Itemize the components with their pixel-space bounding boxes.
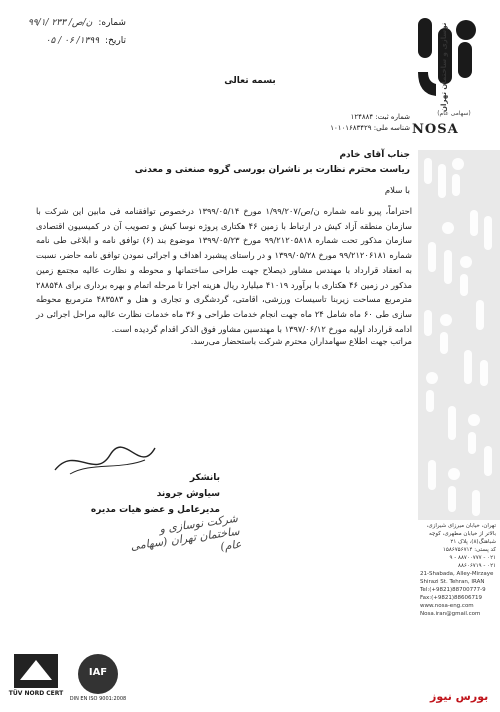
tel-en: Tel:(+9821)88700777-9 xyxy=(420,587,486,593)
letter-meta xyxy=(28,14,126,50)
fax-fa: ۰۲۱ - ۸۸۶۰۶۷۱۹ xyxy=(458,563,496,569)
greeting: با سلام xyxy=(384,186,410,196)
signature-thanks: بانشکر xyxy=(189,473,220,483)
signer-title: مدیرعامل و عضو هیات مدیره xyxy=(90,505,220,515)
addressee xyxy=(40,148,410,178)
company-stamp: شرکت نوسازی و ساختمان تهران (سهامی عام) xyxy=(129,511,243,554)
company-name: نوسازی و ساختمان تهران xyxy=(440,22,448,112)
signer-name: سیاوش جروند xyxy=(156,489,220,499)
tuv-icon xyxy=(6,650,66,708)
phone-fa: ۰۲۱ - ۸۸۷۰۰۷۷۷ - ۹ xyxy=(449,555,496,561)
iaf-label: IAF xyxy=(88,667,108,678)
signature-scribble-icon xyxy=(50,440,160,480)
letter-body xyxy=(36,204,412,336)
tuv-label: TÜV NORD CERT xyxy=(8,690,64,697)
body-paragraph: احتراماً، پیرو نامه شماره ن/ص/۱/۹۹/۲۰۷ مورخ ۱۳۹۹/۰۵/۱۴ درخصوص توافقنامه فی مابین این شرکت با سازمان منطقه آزاد کیش در ارتباط با زمین ۴۶ هکتاری پروژه نوسا کیش و تصویب آن در کمیسیون اقتصادی سازمان مذکور تحت شماره ۹۹/۲۱۲۰۵۸۱۸ مورخ ۱۳۹۹/۰۵/۲۳ موضوع بند (۶) توافق نامه و ابلاغی طی نامه شماره ۹۹/۲۱۲۰۶۱۸۱ مورخ ۱۳۹۹/۰۵/۲۸ و در راستای پیشبرد اهداف و اجرائی نمودن توافق نامه حاضر، نسبت به انعقاد قرارداد با مهندس مشاور ذیصلاح جهت طراحی ساختمانها و محوطه و نظارت عالیه مجتمع زمین مذکور در زمین ۴۶ هکتاری با برآورد ۴۱۰۱۹ میلیارد ریال هزینه اجرا تا مرحله اتمام و بهره برداری برای ۲۸۸۵۴۸ مترمربع مساحت زیربنا تاسیسات ورزشی، اقامتی، گردشگری و تجاری و هتل و ۴۸۳۵۸۳ مترمربع محوطه سازی طی ۶۰ ماه شامل ۲۴ ماه جهت انجام خدمات طراحی و ۳۶ ماه خدمات نظارت عالیه مراحل اجرائی در ادامه قرارداد اولیه مورخ ۱۳۹۷/۰۶/۱۲ با مهندسین مشاور فوق الذکر اقدام گردیده است. xyxy=(36,206,412,334)
address-fa: تهران، خیابان میرزای شیرازی، بالاتر از خیابان مطهری، کوچه شباهنگ(۸)، پلاک ۲۱ xyxy=(426,523,496,545)
addressee-title: ریاست محترم نظارت بر ناشران بورسی گروه صنعتی و معدنی xyxy=(134,165,410,175)
postcode-fa: کد پستی: ۱۵۸۶۷۵۶۷۱۴ xyxy=(442,547,496,553)
certification-logos xyxy=(6,650,186,708)
address-en: 21-Shabada, Alley-Mirzaye Shirazi St. Tehran, IRAN xyxy=(420,571,494,585)
company-type: (سهامی عام) xyxy=(437,110,471,117)
date-value: ۱۳۹۹/ ۰۶ / ۰۵ xyxy=(45,36,100,46)
number-label: شماره: xyxy=(98,18,126,28)
date-label: تاریخ: xyxy=(105,36,126,46)
national-id: شناسه ملی: ۱۰۱۰۱۶۸۳۴۲۹ xyxy=(330,124,410,132)
signature-block xyxy=(70,470,220,518)
tuv-cert-logo xyxy=(6,650,66,708)
number-value: ن/ص/ ۲۳۳ /۹۹/۱ xyxy=(28,18,93,28)
registration-info xyxy=(300,112,410,134)
contact-info xyxy=(420,522,496,618)
fax-en: Fax:(+9821)88606719 xyxy=(420,595,483,601)
page-title: بسمه تعالی xyxy=(224,76,276,86)
sidebar-pattern xyxy=(418,150,500,520)
iaf-cert-logo xyxy=(68,650,128,708)
pattern-icon xyxy=(418,150,500,520)
registration-number: شماره ثبت: ۱۲۴۸۸۴ xyxy=(350,113,410,121)
addressee-name: جناب آقای خادم xyxy=(339,150,410,160)
website-link[interactable]: www.nosa-eng.com xyxy=(420,603,474,609)
iso-label: DIN EN ISO 9001:2008 xyxy=(69,696,127,702)
closing-line: مراتب جهت اطلاع سهامداران محترم شرکت باستحضار می‌رسد. xyxy=(190,336,412,346)
email-link[interactable]: Nosa.iran@gmail.com xyxy=(420,611,481,617)
brand-name: NOSA xyxy=(412,122,459,137)
watermark: بورس نیوز xyxy=(430,690,489,703)
